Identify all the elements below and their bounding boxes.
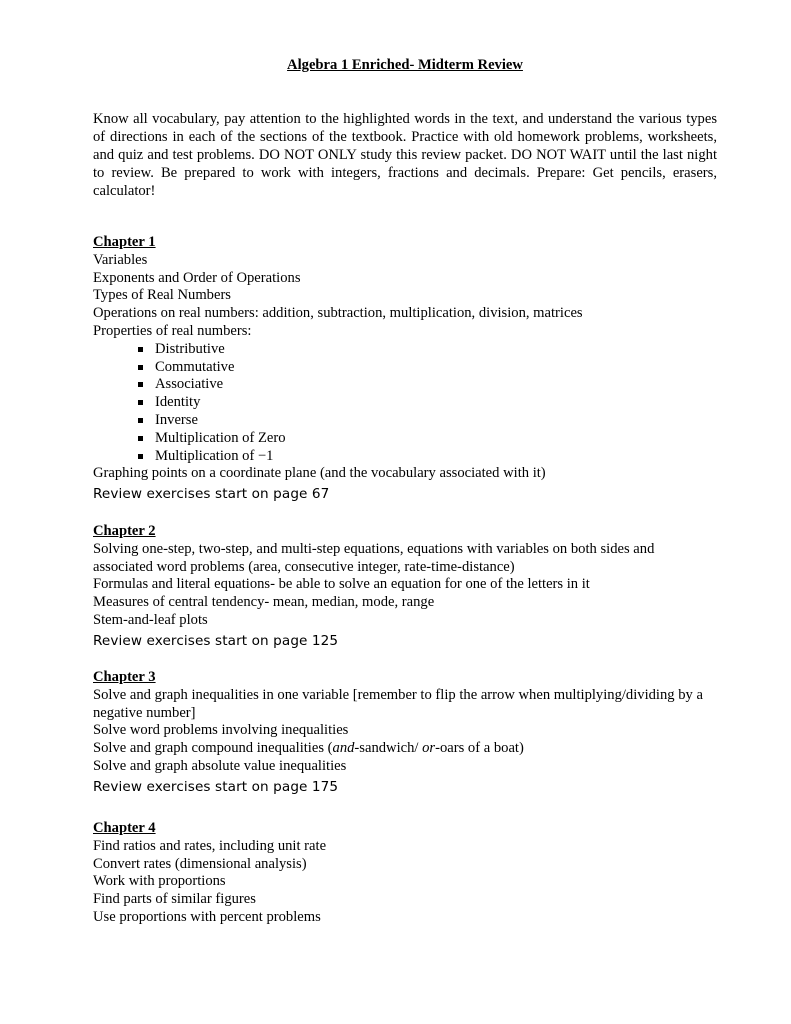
chapter-3-review-note: Review exercises start on page 175 <box>93 778 339 795</box>
chapter-3-heading: Chapter 3 <box>93 669 156 685</box>
square-bullet-icon <box>138 400 143 405</box>
chapter-1-heading: Chapter 1 <box>93 234 156 250</box>
properties-list <box>93 341 717 466</box>
list-item: Identity <box>138 394 717 412</box>
chapter-3-section <box>93 669 717 798</box>
chapter-2-review-note: Review exercises start on page 125 <box>93 632 339 649</box>
chapter-1-topic: Exponents and Order of Operations <box>93 269 301 286</box>
list-item: Inverse <box>138 412 717 430</box>
square-bullet-icon <box>138 347 143 352</box>
chapter-3-topic: Solve and graph absolute value inequalities <box>93 757 347 774</box>
chapter-3-topic: Solve and graph compound inequalities (and-sandwich/ or-oars of a boat) <box>93 740 524 757</box>
square-bullet-icon <box>138 365 143 370</box>
chapter-1-topic: Variables <box>93 251 148 268</box>
square-bullet-icon <box>138 418 143 423</box>
chapter-2-topic: Measures of central tendency- mean, median, mode, range <box>93 594 435 611</box>
square-bullet-icon <box>138 436 143 441</box>
chapter-3-topic: Solve word problems involving inequalities <box>93 722 349 739</box>
chapter-4-topic: Convert rates (dimensional analysis) <box>93 855 307 872</box>
chapter-1-section <box>93 234 717 505</box>
list-item: Multiplication of −1 <box>138 448 717 466</box>
chapter-1-topic: Graphing points on a coordinate plane (and the vocabulary associated with it) <box>93 465 546 482</box>
chapter-4-heading: Chapter 4 <box>93 820 156 836</box>
chapter-4-topic: Find ratios and rates, including unit rate <box>93 837 327 854</box>
chapter-4-section <box>93 820 717 927</box>
document-title: Algebra 1 Enriched- Midterm Review <box>287 57 523 73</box>
chapter-2-heading: Chapter 2 <box>93 523 156 539</box>
square-bullet-icon <box>138 382 143 387</box>
chapter-4-topic: Find parts of similar figures <box>93 891 256 908</box>
chapter-1-review-note: Review exercises start on page 67 <box>93 486 330 503</box>
list-item: Multiplication of Zero <box>138 430 717 448</box>
chapter-4-topic: Work with proportions <box>93 873 226 890</box>
chapter-1-topic: Types of Real Numbers <box>93 287 231 304</box>
chapter-2-topic: Solving one-step, two-step, and multi-step equations, equations with variables on both sides and associated word problems (area, consecutive integer, rate-time-distance) <box>93 540 655 575</box>
chapter-2-topic: Stem-and-leaf plots <box>93 611 208 628</box>
intro-paragraph: Know all vocabulary, pay attention to the highlighted words in the text, and understand the various types of directions in each of the sections of the textbook. Practice with old homework problems, worksheets, and quiz and test problems. DO NOT ONLY study this review packet. DO NOT WAIT until the last night to review. Be prepared to work with integers, fractions and decimals. Prepare: Get pencils, erasers, calculator! <box>93 111 717 199</box>
chapter-1-topic: Properties of real numbers: <box>93 322 252 339</box>
chapter-4-topic: Use proportions with percent problems <box>93 908 321 925</box>
list-item: Commutative <box>138 359 717 377</box>
chapter-3-topic: Solve and graph inequalities in one variable [remember to flip the arrow when multiplying/dividing by a negative number] <box>93 686 703 721</box>
list-item: Distributive <box>138 341 717 359</box>
chapter-2-section <box>93 523 717 652</box>
chapter-1-topic: Operations on real numbers: addition, subtraction, multiplication, division, matrices <box>93 305 583 322</box>
square-bullet-icon <box>138 454 143 459</box>
list-item: Associative <box>138 376 717 394</box>
document-page <box>93 56 717 200</box>
chapter-2-topic: Formulas and literal equations- be able to solve an equation for one of the letters in it <box>93 576 590 593</box>
